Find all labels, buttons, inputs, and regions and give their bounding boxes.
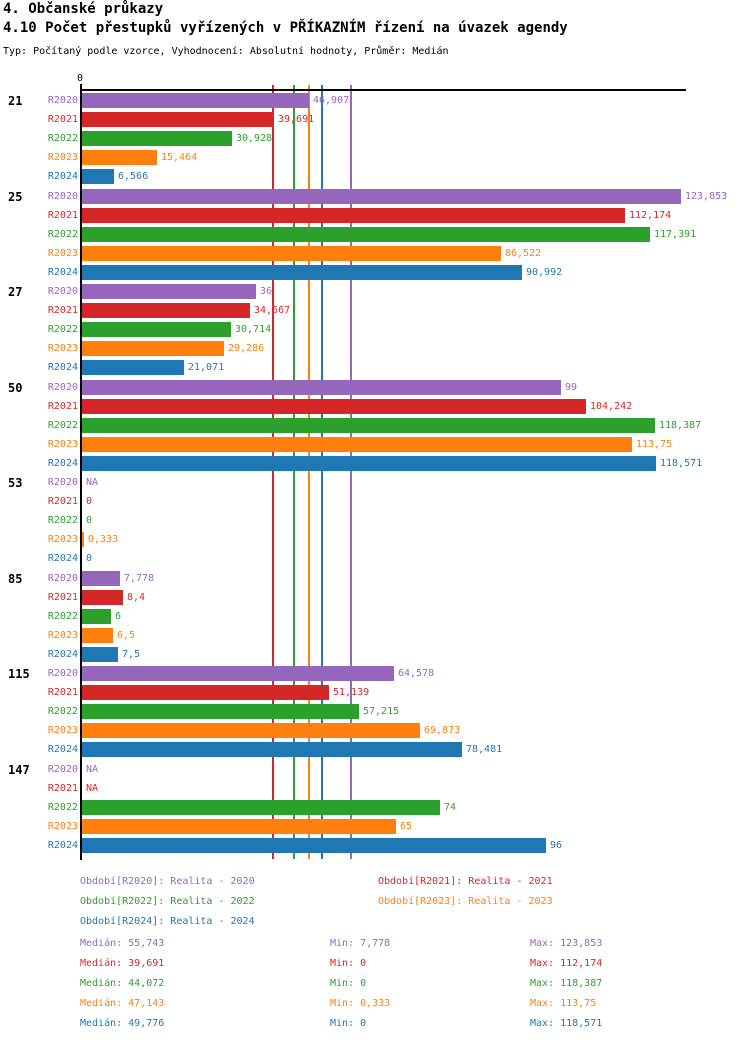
- bar-value-label: 118,571: [660, 458, 703, 469]
- legend-item-R2020: Období[R2020]: Realita - 2020: [80, 876, 255, 887]
- y-axis-line: [80, 84, 82, 860]
- bar: [82, 532, 84, 547]
- bar: [82, 303, 250, 318]
- stat-median-R2021: Medián: 39,691: [80, 958, 165, 969]
- bar-value-label: 112,174: [629, 210, 672, 221]
- bar: [82, 609, 111, 624]
- bar-value-label: 6,566: [118, 171, 149, 182]
- stat-median-R2020: Medián: 55,743: [80, 938, 165, 949]
- year-label: R2024: [47, 362, 78, 373]
- group-label: 50: [8, 381, 23, 395]
- bar-value-label: 7,5: [122, 649, 141, 660]
- year-label: R2022: [47, 229, 78, 240]
- bar: [82, 150, 157, 165]
- year-label: R2023: [47, 630, 78, 641]
- bar-value-label: 96: [550, 840, 563, 851]
- bar: [82, 456, 656, 471]
- bar: [82, 838, 546, 853]
- group-label: 21: [8, 94, 23, 108]
- year-label: R2023: [47, 248, 78, 259]
- bar: [82, 284, 256, 299]
- bar-value-label: 6,5: [117, 630, 136, 641]
- bar-value-label: 6: [115, 611, 122, 622]
- year-label: R2020: [47, 764, 78, 775]
- bar: [82, 131, 232, 146]
- year-label: R2024: [47, 649, 78, 660]
- bar-value-label: 34,667: [254, 305, 291, 316]
- bar: [82, 322, 231, 337]
- stat-min-R2022: Min: 0: [330, 978, 367, 989]
- year-label: R2020: [47, 573, 78, 584]
- group-label: 25: [8, 190, 23, 204]
- bar: [82, 112, 274, 127]
- bar-value-label: 51,139: [333, 687, 370, 698]
- year-label: R2024: [47, 458, 78, 469]
- year-label: R2022: [47, 611, 78, 622]
- year-label: R2024: [47, 840, 78, 851]
- group-label: 85: [8, 572, 23, 586]
- bar: [82, 93, 309, 108]
- bar-value-label: 78,481: [466, 744, 503, 755]
- group-label: 27: [8, 285, 23, 299]
- bar-value-label: NA: [86, 477, 99, 488]
- bar: [82, 666, 394, 681]
- bar-value-label: 30,714: [235, 324, 272, 335]
- legend-item-R2022: Období[R2022]: Realita - 2022: [80, 896, 255, 907]
- page-title: 4. Občanské průkazy: [3, 1, 164, 17]
- group-label: 147: [8, 763, 30, 777]
- year-label: R2022: [47, 706, 78, 717]
- stat-median-R2023: Medián: 47,143: [80, 998, 165, 1009]
- axis-zero-label: 0: [76, 73, 84, 84]
- bar-value-label: NA: [86, 783, 99, 794]
- bar-value-label: 21,071: [188, 362, 225, 373]
- stat-min-R2021: Min: 0: [330, 958, 367, 969]
- bar-value-label: 104,242: [590, 401, 633, 412]
- year-label: R2021: [47, 114, 78, 125]
- bar: [82, 647, 118, 662]
- year-label: R2023: [47, 439, 78, 450]
- year-label: R2020: [47, 286, 78, 297]
- bar-value-label: 123,853: [685, 191, 728, 202]
- stat-median-R2024: Medián: 49,776: [80, 1018, 165, 1029]
- year-label: R2023: [47, 343, 78, 354]
- bar: [82, 704, 359, 719]
- year-label: R2020: [47, 477, 78, 488]
- bar: [82, 265, 522, 280]
- year-label: R2021: [47, 401, 78, 412]
- bar-value-label: 7,778: [124, 573, 155, 584]
- bar: [82, 227, 650, 242]
- year-label: R2024: [47, 267, 78, 278]
- year-label: R2021: [47, 783, 78, 794]
- bar-value-label: 39,691: [278, 114, 315, 125]
- stat-max-R2024: Max: 118,571: [530, 1018, 603, 1029]
- bar-value-label: NA: [86, 764, 99, 775]
- year-label: R2024: [47, 171, 78, 182]
- bar-value-label: 118,387: [659, 420, 702, 431]
- stat-max-R2020: Max: 123,853: [530, 938, 603, 949]
- chart-subtitle: 4.10 Počet přestupků vyřízených v PŘÍKAZNÍM řízení na úvazek agendy: [3, 20, 568, 36]
- year-label: R2023: [47, 534, 78, 545]
- year-label: R2023: [47, 725, 78, 736]
- bar-value-label: 57,215: [363, 706, 400, 717]
- bar: [82, 819, 396, 834]
- group-label: 115: [8, 667, 30, 681]
- bar-value-label: 29,286: [228, 343, 265, 354]
- bar: [82, 628, 113, 643]
- legend-item-R2021: Období[R2021]: Realita - 2021: [378, 876, 553, 887]
- bar: [82, 360, 184, 375]
- legend-item-R2023: Období[R2023]: Realita - 2023: [378, 896, 553, 907]
- bar-value-label: 113,75: [636, 439, 673, 450]
- bar: [82, 208, 625, 223]
- year-label: R2021: [47, 210, 78, 221]
- bar-value-label: 90,992: [526, 267, 563, 278]
- bar-value-label: 69,873: [424, 725, 461, 736]
- bar-value-label: 15,464: [161, 152, 198, 163]
- stat-max-R2022: Max: 118,387: [530, 978, 603, 989]
- year-label: R2022: [47, 324, 78, 335]
- bar-value-label: 46,907: [313, 95, 350, 106]
- bar-value-label: 0: [86, 496, 93, 507]
- bar: [82, 418, 655, 433]
- bar-value-label: 99: [565, 382, 578, 393]
- bar-value-label: 30,928: [236, 133, 273, 144]
- bar: [82, 742, 462, 757]
- stat-min-R2024: Min: 0: [330, 1018, 367, 1029]
- bar-value-label: 36: [260, 286, 273, 297]
- bar: [82, 399, 586, 414]
- bar-value-label: 0,333: [88, 534, 119, 545]
- year-label: R2022: [47, 802, 78, 813]
- bar: [82, 571, 120, 586]
- bar-value-label: 86,522: [505, 248, 542, 259]
- bar-value-label: 117,391: [654, 229, 697, 240]
- year-label: R2023: [47, 152, 78, 163]
- bar: [82, 341, 224, 356]
- year-label: R2020: [47, 382, 78, 393]
- year-label: R2020: [47, 191, 78, 202]
- bar: [82, 723, 420, 738]
- year-label: R2021: [47, 687, 78, 698]
- bar-value-label: 0: [86, 553, 93, 564]
- bar: [82, 189, 681, 204]
- bar: [82, 437, 632, 452]
- year-label: R2020: [47, 668, 78, 679]
- stat-min-R2023: Min: 0,333: [330, 998, 391, 1009]
- bar-value-label: 65: [400, 821, 413, 832]
- stat-max-R2021: Max: 112,174: [530, 958, 603, 969]
- year-label: R2024: [47, 744, 78, 755]
- bar-value-label: 74: [444, 802, 457, 813]
- bar: [82, 590, 123, 605]
- year-label: R2021: [47, 592, 78, 603]
- legend-item-R2024: Období[R2024]: Realita - 2024: [80, 916, 255, 927]
- bar: [82, 246, 501, 261]
- bar: [82, 169, 114, 184]
- bar-value-label: 8,4: [127, 592, 146, 603]
- chart-meta: Typ: Počítaný podle vzorce, Vyhodnocení: Absolutní hodnoty, Průměr: Medián: [3, 46, 449, 57]
- year-label: R2022: [47, 420, 78, 431]
- stat-median-R2022: Medián: 44,072: [80, 978, 165, 989]
- year-label: R2022: [47, 515, 78, 526]
- bar: [82, 380, 561, 395]
- bar-value-label: 0: [86, 515, 93, 526]
- stat-min-R2020: Min: 7,778: [330, 938, 391, 949]
- year-label: R2020: [47, 95, 78, 106]
- year-label: R2024: [47, 553, 78, 564]
- year-label: R2023: [47, 821, 78, 832]
- bar: [82, 800, 440, 815]
- bar: [82, 685, 329, 700]
- stat-max-R2023: Max: 113,75: [530, 998, 597, 1009]
- bar-value-label: 64,578: [398, 668, 435, 679]
- group-label: 53: [8, 476, 23, 490]
- x-axis-line: [80, 89, 686, 91]
- year-label: R2022: [47, 133, 78, 144]
- year-label: R2021: [47, 496, 78, 507]
- year-label: R2021: [47, 305, 78, 316]
